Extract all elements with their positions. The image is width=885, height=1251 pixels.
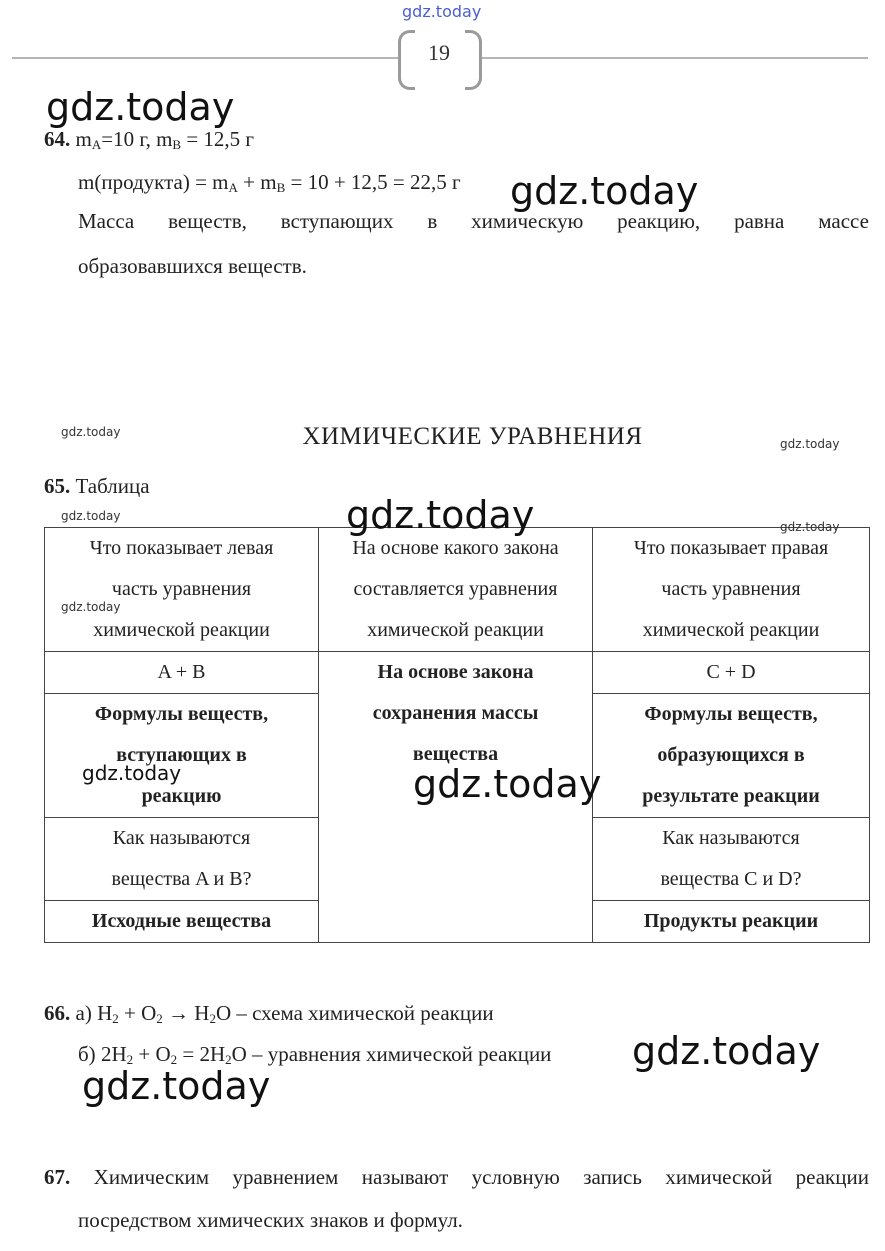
watermark-small: gdz.today: [61, 509, 121, 523]
right-answer-cell: Формулы веществ, образующихся в результате реакции: [593, 694, 870, 818]
table-row: [45, 528, 870, 652]
left-answer-cell: Формулы веществ, вступающих в реакцию: [45, 694, 319, 818]
ex64-line4: образовавшихся веществ.: [78, 254, 307, 278]
ex66-b: б) $2H_2 + O_2 = 2H_2O$ – уравнения химической реакции: [78, 1042, 552, 1067]
watermark-top: gdz.today: [402, 2, 482, 21]
page-number: 19: [428, 40, 450, 65]
reactants-formula-cell: A + B: [45, 652, 319, 694]
watermark-small: gdz.today: [780, 437, 840, 451]
law-answer-cell: На основе закона сохранения массы вещества: [319, 652, 593, 943]
ex66-a: 66. а) $H_2 + O_2 \to H_2O$ – схема химической реакции: [44, 1001, 494, 1026]
header-rule-right: [482, 57, 868, 59]
watermark: gdz.today: [46, 85, 235, 129]
reactants-answer-cell: Исходные вещества: [45, 901, 319, 943]
header-left-cell: Что показывает левая часть уравнения химической реакции: [45, 528, 319, 652]
chemical-equation-table: [44, 527, 870, 943]
products-question-cell: Как называются вещества C и D?: [593, 818, 870, 901]
ex64-line3: Масса веществ, вступающих в химическую реакцию, равна массе: [78, 209, 869, 233]
ex67-line1: 67. Химическим уравнением называют условную запись химической реакции: [44, 1165, 869, 1189]
products-formula-cell: C + D: [593, 652, 870, 694]
ex64-line1: 64. $m_A=10$ г, $m_B = 12,5$ г: [44, 127, 255, 152]
watermark-medium: gdz.today: [82, 761, 182, 785]
watermark-small: gdz.today: [61, 425, 121, 439]
ex65-heading: 65. Таблица: [44, 474, 150, 498]
watermark: gdz.today: [510, 169, 699, 213]
watermark-small: gdz.today: [61, 600, 121, 614]
ex64-line2: m(продукта) = $m_A + m_B = 10 + 12,5 = 22,5$ г: [78, 170, 461, 195]
watermark: gdz.today: [346, 493, 535, 537]
watermark: gdz.today: [82, 1064, 271, 1108]
header-rule-left: [12, 57, 398, 59]
table-row: [45, 652, 870, 694]
section-title: ХИМИЧЕСКИЕ УРАВНЕНИЯ: [302, 423, 643, 450]
header-right-cell: Что показывает правая часть уравнения химической реакции: [593, 528, 870, 652]
header-middle-cell: На основе какого закона составляется уравнения химической реакции: [319, 528, 593, 652]
watermark: gdz.today: [632, 1029, 821, 1073]
watermark: gdz.today: [413, 762, 602, 806]
watermark-small: gdz.today: [780, 520, 840, 534]
ex67-line2: посредством химических знаков и формул.: [78, 1208, 463, 1232]
products-answer-cell: Продукты реакции: [593, 901, 870, 943]
reactants-question-cell: Как называются вещества A и B?: [45, 818, 319, 901]
